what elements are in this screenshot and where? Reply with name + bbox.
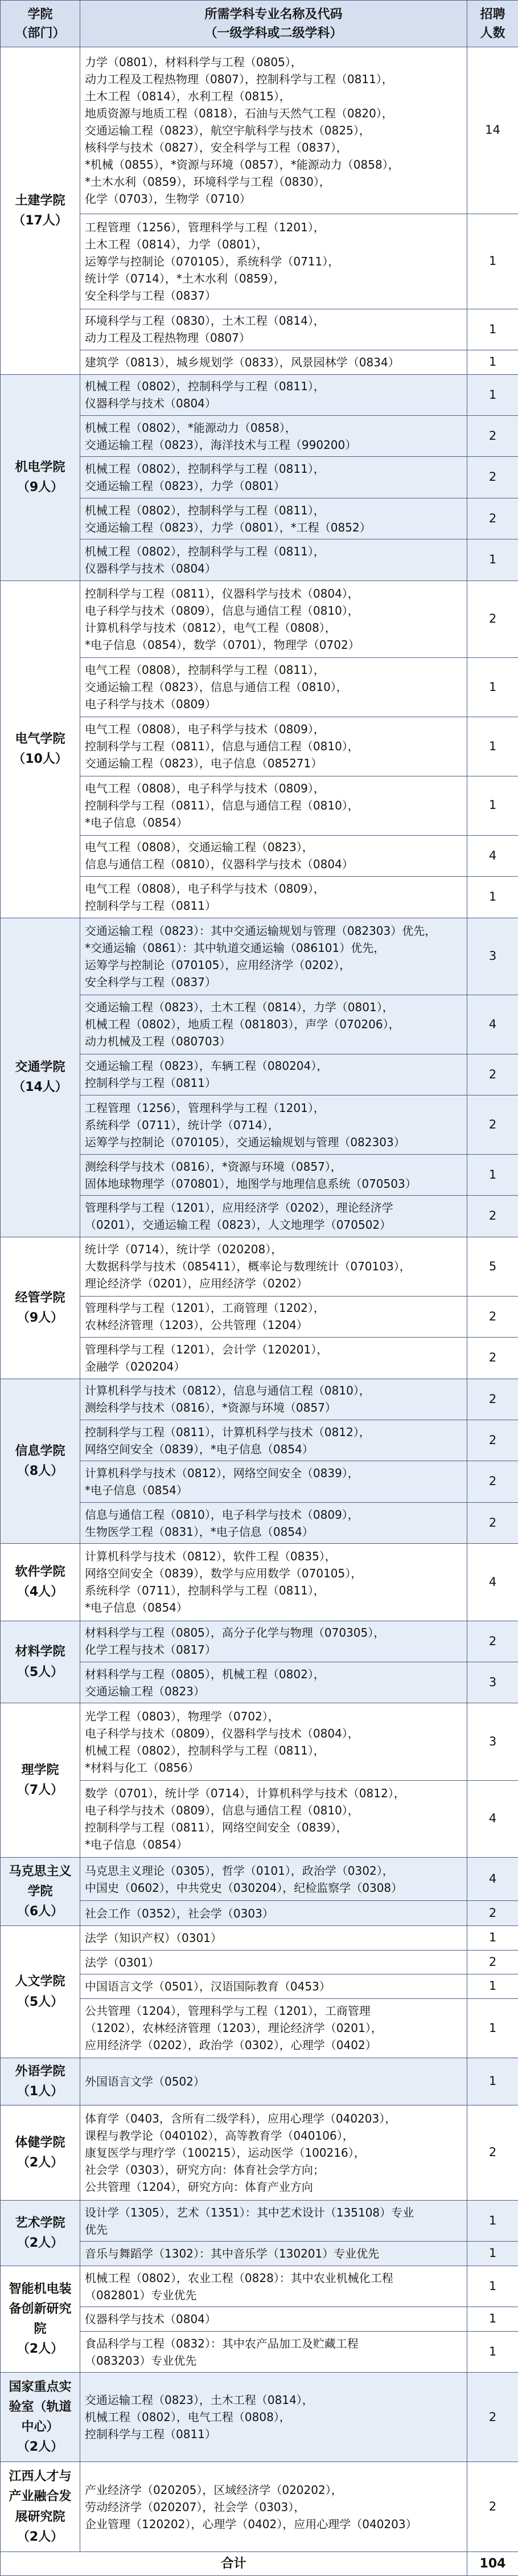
headcount-cell: 1 [467,1926,518,1951]
major-line: 法学（0301） [85,1955,159,1969]
major-line: 食品科学与工程（0832）：其中农产品加工及贮藏工程 [85,2336,359,2350]
header-dept-line-2: （部门） [15,26,65,40]
dept-cell [1,1703,80,1858]
dept-cell [1,2200,80,2266]
dept-cell [1,580,80,918]
majors-cell [80,374,467,415]
major-line: 力学（0801），材料科学与工程（0805）， [85,55,302,69]
major-line: 动力工程及工程热物理（0807），控制科学与工程（0811）， [85,72,393,86]
dept-name: 体健学院 [15,2135,65,2150]
dept-name: 外语学院 [15,2064,65,2079]
headcount-cell: 2 [467,1095,518,1155]
major-line: 马克思主义理论（0305），哲学（0101），政治学（0302）， [85,1863,394,1878]
majors-cell [80,580,467,657]
dept-headcount: （1人） [17,2084,64,2099]
major-line: 控制科学与工程（0811） [85,898,216,913]
headcount-cell: 1 [467,2058,518,2105]
dept-cell [1,1237,80,1379]
dept-cell [1,1858,80,1926]
major-line: 康复医学与理疗学（100215），运动医学（100216）， [85,2146,365,2160]
majors-cell [80,1974,467,1999]
dept-name: 理学院 [21,1763,59,1778]
dept-headcount: （14人） [13,1080,68,1095]
major-line: 管理科学与工程（1201），工商管理（1202）， [85,1301,325,1315]
major-line: 电子科学与技术（0809），信息与通信工程（0810）， [85,1804,359,1817]
dept-headcount: （2人） [17,2342,64,2357]
dept-cell [1,2462,80,2552]
major-line: 机械工程（0802），控制科学与工程（0811）， [85,503,325,517]
majors-cell [80,416,467,457]
major-line: 优先 [85,2222,108,2236]
major-line: 机械工程（0802），地质工程（081803），声学（070206）， [85,1017,400,1032]
dept-cell [1,918,80,1237]
headcount-cell: 2 [467,416,518,457]
table-row [1,1926,518,1951]
header-count-line-1: 招聘 [480,7,505,22]
major-line: 测绘科学与技术（0816），*资源与环境（0857） [85,1401,336,1415]
major-line: 机械工程（0802），电气工程（0808）， [85,2410,291,2424]
major-line: 控制科学与工程（0811） [85,2427,216,2442]
major-line: 电子科学与技术（0809），仪器科学与技术（0804）， [85,1726,359,1740]
table-body [1,47,518,2552]
major-line: 计算机科学与技术（0812），软件工程（0835）， [85,1549,336,1564]
header-majors [80,1,467,47]
dept-name: 机电学院 [15,460,65,475]
headcount-cell: 2 [467,2462,518,2552]
dept-cell [1,1379,80,1544]
major-line: 网络空间安全（0839），*电子信息（0854） [85,1442,314,1456]
dept-cell [1,1544,80,1621]
majors-cell [80,539,467,580]
major-line: 交通运输工程（0823）：其中交通运输规划与管理（082303）优先， [85,923,437,938]
major-line: 交通运输工程（0823），土木工程（0814），力学（0801）， [85,1000,394,1015]
major-line: 公共管理（1204），研究方向：体育产业方向 [85,2180,313,2194]
major-line: （0201），交通运输工程（0823），人文地理学（070502） [85,1218,392,1232]
majors-cell [80,350,467,375]
major-line: 法学（知识产权）（0301） [85,1931,222,1945]
major-line: 仪器科学与技术（0804） [85,2312,216,2326]
table-row [1,1544,518,1621]
major-line: 控制科学与工程（0811），信息与通信工程（0810）， [85,799,359,813]
major-line: 土木工程（0814），水利工程（0815）， [85,89,291,103]
major-line: 中国史（0602），中共党史（030204），纪检监察学（0308） [85,1880,403,1895]
major-line: 动力机械及工程（080703） [85,1035,231,1049]
major-line: 统计学（0714），统计学（020208）， [85,1242,283,1257]
major-line: 计算机科学与技术（0812），网络空间安全（0839）， [85,1466,359,1481]
major-line: 课程与教学论（040102），高等教育学（040106）， [85,2129,354,2143]
major-line: 交通运输工程（0823），海洋技术与工程（990200） [85,437,357,452]
majors-cell [80,2105,467,2201]
headcount-cell: 2 [467,1338,518,1379]
majors-cell [80,2242,467,2266]
major-line: 仪器科学与技术（0804） [85,561,216,575]
major-line: 运筹学与控制论（070105），交通运输规划与管理（082303） [85,1135,405,1149]
majors-cell [80,2307,467,2332]
table-row [1,1858,518,1901]
headcount-cell: 2 [467,1950,518,1974]
major-line: 理论经济学（0201），应用经济学（0202） [85,1277,308,1291]
majors-cell [80,1095,467,1155]
major-line: 交通运输工程（0823） [85,1684,205,1698]
dept-cell [1,374,80,580]
majors-cell [80,2058,467,2105]
major-line: 材料科学与工程（0805），高分子化学与物理（070305）， [85,1626,385,1640]
majors-cell [80,47,467,214]
headcount-cell: 3 [467,1703,518,1780]
major-line: 信息与通信工程（0810），仪器科学与技术（0804） [85,857,353,872]
major-line: 控制科学与工程（0811） [85,1076,216,1090]
headcount-cell: 2 [467,2373,518,2462]
majors-cell [80,1379,467,1420]
major-line: 劳动经济学（020207），社会学（0303）， [85,2500,306,2514]
table-row [1,2200,518,2241]
major-line: 系统科学（0711），统计学（0714）， [85,1118,279,1132]
majors-cell [80,2200,467,2241]
major-line: 土木工程（0814），力学（0801）， [85,237,268,251]
dept-name: 艺术学院 [15,2215,65,2230]
majors-cell [80,457,467,498]
majors-cell [80,1998,467,2058]
headcount-cell: 1 [467,2266,518,2307]
headcount-cell: 2 [467,1420,518,1461]
dept-headcount: （4人） [17,1585,64,1600]
headcount-cell: 1 [467,2307,518,2332]
dept-name: 江西人才与产业融合发展研究院 [9,2469,72,2524]
major-line: *机械（0855），*资源与环境（0857），*能源动力（0858）， [85,157,400,171]
dept-headcount: （10人） [13,752,68,767]
dept-cell [1,2058,80,2105]
major-line: 社会工作（0352），社会学（0303） [85,1906,274,1920]
majors-cell [80,1544,467,1621]
total-count: 104 [467,2552,518,2576]
major-line: 网络空间安全（0839），数学与应用数学（070105）， [85,1567,363,1581]
dept-headcount: （17人） [13,213,68,228]
major-line: 管理科学与工程（1201），应用经济学（0202），理论经济学 [85,1201,393,1215]
major-line: 公共管理（1204），管理科学与工程（1201），工商管理 [85,2004,371,2018]
header-dept-line-1: 学院 [27,7,53,22]
major-line: 电子科学与技术（0809），信息与通信工程（0810）， [85,603,359,618]
majors-cell [80,1237,467,1296]
major-line: *电子信息（0854） [85,1483,188,1498]
headcount-cell: 2 [467,1900,518,1925]
majors-cell [80,214,467,309]
majors-cell [80,1950,467,1974]
major-line: 动力工程及工程热物理（0807） [85,331,250,345]
major-line: 核科学与技术（0827），安全科学与工程（0837）， [85,140,348,154]
header-count [467,1,518,47]
major-line: *电子信息（0854），数学（0701），物理学（0702） [85,637,360,652]
dept-headcount: （7人） [17,1783,64,1798]
major-line: 测绘科学与技术（0816），*资源与环境（0857）， [85,1159,342,1173]
dept-headcount: （9人） [17,1310,64,1325]
headcount-cell: 1 [467,877,518,918]
headcount-cell: 1 [467,539,518,580]
header-majors-line-1: 所需学科专业名称及代码 [204,7,343,22]
headcount-cell: 3 [467,1662,518,1703]
major-line: *交通运输（0861）：其中轨道交通运输（086101）优先， [85,941,385,955]
headcount-cell: 4 [467,835,518,876]
dept-name: 国家重点实验室（轨道中心） [9,2379,72,2435]
majors-cell [80,1926,467,1951]
table-header-row [1,1,518,47]
headcount-cell: 2 [467,1296,518,1337]
headcount-cell: 1 [467,1998,518,2058]
dept-name: 软件学院 [15,1565,65,1580]
major-line: 运筹学与控制论（070105），系统科学（0711）， [85,254,340,268]
table-row [1,1621,518,1662]
major-line: 生物医学工程（0831），*电子信息（0854） [85,1524,314,1539]
major-line: 外国语言文学（0502） [85,2074,205,2088]
major-line: 机械工程（0802），控制科学与工程（0811）， [85,1743,325,1757]
major-line: （082801）专业优先 [85,2288,197,2302]
majors-cell [80,2266,467,2307]
major-line: 运筹学与控制论（070105），应用经济学（0202）， [85,958,351,972]
major-line: 机械工程（0802），控制科学与工程（0811）， [85,544,325,558]
table-row [1,1237,518,1296]
majors-cell [80,1502,467,1543]
headcount-cell: 2 [467,1502,518,1543]
major-line: 建筑学（0813），城乡规划学（0833），风景园林学（0834） [85,355,400,369]
major-line: 设计学（1305），艺术（1351）：其中艺术设计（135108）专业 [85,2205,414,2219]
major-line: 工程管理（1256），管理科学与工程（1201）， [85,220,325,234]
major-line: 统计学（0714），*土木水利（0859）， [85,271,285,285]
majors-cell [80,498,467,539]
headcount-cell: 1 [467,717,518,776]
dept-headcount: （8人） [17,1463,64,1478]
major-line: 控制科学与工程（0811），仪器科学与技术（0804）， [85,586,359,600]
major-line: 交通运输工程（0823），航空宇航科学与技术（0825）， [85,123,371,137]
majors-cell [80,877,467,918]
headcount-cell: 14 [467,47,518,214]
major-line: 电气工程（0808），交通运输工程（0823）， [85,840,314,854]
majors-cell [80,1900,467,1925]
majors-cell [80,1155,467,1196]
dept-name: 材料学院 [15,1645,65,1659]
major-line: 企业管理（120202），心理学（0402），应用心理学（040203） [85,2517,417,2531]
majors-cell [80,776,467,835]
major-line: 应用经济学（0202），政治学（0302），心理学（0402） [85,2038,377,2052]
major-line: *电子信息（0854） [85,1838,188,1851]
major-line: 交通运输工程（0823），电子信息（085271） [85,757,323,771]
dept-headcount: （2人） [17,2235,64,2250]
major-line: （1202），农林经济管理（1203），理论经济学（0201）， [85,2021,383,2035]
majors-cell [80,1780,467,1857]
total-row [1,2552,518,2576]
majors-cell [80,2373,467,2462]
major-line: 产业经济学（020205），区域经济学（020202）， [85,2483,343,2497]
headcount-cell: 1 [467,2331,518,2372]
table-row [1,2058,518,2105]
majors-cell [80,717,467,776]
majors-cell [80,1621,467,1662]
dept-cell [1,47,80,375]
headcount-cell: 4 [467,1858,518,1901]
dept-name: 马克思主义学院 [9,1864,72,1899]
majors-cell [80,309,467,350]
dept-headcount: （2人） [17,2156,64,2170]
dept-name: 经管学院 [15,1290,65,1305]
headcount-cell: 2 [467,1054,518,1095]
major-line: 社会学（0303），研究方向：体育社会学方向； [85,2163,324,2177]
dept-cell [1,1926,80,2058]
major-line: 系统科学（0711），控制科学与工程（0811）， [85,1584,325,1598]
table-row [1,580,518,657]
total-label: 合计 [1,2552,467,2576]
headcount-cell: 1 [467,2200,518,2241]
dept-cell [1,1621,80,1703]
headcount-cell: 2 [467,2105,518,2201]
major-line: 化学工程与技术（0817） [85,1643,216,1657]
major-line: 机械工程（0802），*能源动力（0858）， [85,420,297,435]
major-line: 音乐与舞蹈学（1302）：其中音乐学（130201）专业优先 [85,2247,380,2261]
headcount-cell: 2 [467,1461,518,1502]
major-line: *材料与化工（0856） [85,1760,199,1774]
major-line: 中国语言文学（0501），汉语国际教育（0453） [85,1980,331,1994]
headcount-cell: 1 [467,1155,518,1196]
dept-name: 人文学院 [15,1974,65,1989]
major-line: 电气工程（0808），控制科学与工程（0811）， [85,663,325,677]
major-line: 交通运输工程（0823），信息与通信工程（0810）， [85,680,348,694]
table-row [1,2462,518,2552]
major-line: 电气工程（0808），电子科学与技术（0809）， [85,782,325,796]
major-line: 安全科学与工程（0837） [85,288,216,302]
headcount-cell: 2 [467,457,518,498]
dept-name: 智能机电装备创新研究院 [9,2281,72,2337]
major-line: 交通运输工程（0823），力学（0801） [85,479,285,493]
dept-headcount: （9人） [17,480,64,495]
headcount-cell: 1 [467,2242,518,2266]
majors-cell [80,1703,467,1780]
majors-cell [80,835,467,876]
major-line: 材料科学与工程（0805），机械工程（0802）， [85,1667,325,1681]
major-line: 环境科学与工程（0830），土木工程（0814）， [85,314,325,328]
major-line: 控制科学与工程（0811），网络空间安全（0839）， [85,1821,348,1834]
dept-name: 交通学院 [15,1060,65,1074]
major-line: 电子科学与技术（0809） [85,697,216,712]
headcount-cell: 2 [467,1621,518,1662]
table-row [1,2373,518,2462]
table-row [1,918,518,995]
dept-headcount: （2人） [17,2440,64,2455]
dept-headcount: （2人） [17,2529,64,2544]
major-line: 化学（0703），生物学（0710） [85,191,251,206]
major-line: 信息与通信工程（0810），电子科学与技术（0809）， [85,1507,359,1522]
major-line: 地质资源与地质工程（0818），石油与天然气工程（0820）， [85,106,393,120]
major-line: 交通运输工程（0823），土木工程（0814）， [85,2393,314,2407]
headcount-cell: 1 [467,350,518,375]
table-row [1,374,518,415]
table-row [1,47,518,214]
headcount-cell: 2 [467,1379,518,1420]
dept-headcount: （6人） [17,1904,64,1919]
dept-cell [1,2266,80,2372]
majors-cell [80,1858,467,1901]
header-count-line-2: 人数 [480,26,505,40]
dept-headcount: （5人） [17,1665,64,1679]
table-row [1,2266,518,2307]
major-line: 机械工程（0802），控制科学与工程（0811）， [85,462,325,476]
table-row [1,1703,518,1780]
major-line: 控制科学与工程（0811），计算机科学与技术（0812）， [85,1425,371,1439]
major-line: 机械工程（0802），控制科学与工程（0811）， [85,379,325,394]
majors-cell [80,1461,467,1502]
major-line: *电子信息（0854） [85,1601,188,1615]
header-majors-line-2: （一级学科或二级学科） [204,26,343,40]
headcount-cell: 3 [467,918,518,995]
major-line: （083203）专业优先 [85,2353,197,2368]
dept-cell [1,2373,80,2462]
majors-cell [80,2331,467,2372]
dept-name: 土建学院 [15,193,65,208]
dept-name: 信息学院 [15,1444,65,1458]
headcount-cell: 1 [467,309,518,350]
major-line: 电气工程（0808），电子科学与技术（0809）， [85,722,325,737]
majors-cell [80,2462,467,2552]
headcount-cell: 4 [467,1780,518,1857]
headcount-cell: 2 [467,498,518,539]
headcount-cell: 2 [467,580,518,657]
majors-cell [80,1420,467,1461]
major-line: 交通运输工程（0823），力学（0801），*工程（0852） [85,520,371,534]
majors-cell [80,1196,467,1237]
major-line: 农林经济管理（1203），公共管理（1204） [85,1318,308,1332]
headcount-cell: 4 [467,995,518,1054]
headcount-cell: 1 [467,374,518,415]
dept-headcount: （5人） [17,1994,64,2009]
major-line: 数学（0701），统计学（0714），计算机科学与技术（0812）， [85,1786,405,1800]
major-line: 管理科学与工程（1201），会计学（120201）， [85,1342,328,1356]
headcount-cell: 1 [467,214,518,309]
majors-cell [80,1296,467,1337]
headcount-cell: 1 [467,658,518,717]
major-line: 交通运输工程（0823），车辆工程（080204）， [85,1059,328,1073]
major-line: 工程管理（1256），管理科学与工程（1201）， [85,1101,325,1115]
table-row [1,1379,518,1420]
headcount-cell: 4 [467,1544,518,1621]
major-line: *土木水利（0859），环境科学与工程（0830）， [85,174,331,189]
major-line: 光学工程（0803），物理学（0702）， [85,1709,279,1723]
headcount-cell: 5 [467,1237,518,1296]
headcount-cell: 2 [467,1196,518,1237]
majors-cell [80,1662,467,1703]
majors-cell [80,1338,467,1379]
major-line: 固体地球物理学（070801），地图学与地理信息系统（070503） [85,1176,417,1191]
dept-name: 电气学院 [15,731,65,746]
headcount-cell: 1 [467,776,518,835]
headcount-cell: 1 [467,1974,518,1999]
major-line: 安全科学与工程（0837） [85,975,216,989]
major-line: 机械工程（0802），农业工程（0828）：其中农业机械化工程 [85,2271,393,2285]
majors-cell [80,995,467,1054]
majors-cell [80,658,467,717]
majors-cell [80,1054,467,1095]
major-line: 计算机科学与技术（0812），信息与通信工程（0810）， [85,1384,371,1398]
majors-cell [80,918,467,995]
major-line: 金融学（020204） [85,1359,186,1373]
major-line: 仪器科学与技术（0804） [85,396,216,411]
major-line: 电气工程（0808），电子科学与技术（0809）， [85,881,325,896]
major-line: 体育学（0403，含所有二级学科），应用心理学（040203）， [85,2112,397,2126]
major-line: 计算机科学与技术（0812），电气工程（0808）， [85,620,336,635]
table-row [1,2105,518,2201]
major-line: 控制科学与工程（0811），信息与通信工程（0810）， [85,739,359,754]
header-dept [1,1,80,47]
dept-cell [1,2105,80,2201]
major-line: 大数据科学与技术（085411），概率论与数理统计（070103）， [85,1260,411,1274]
major-line: *电子信息（0854） [85,816,188,830]
